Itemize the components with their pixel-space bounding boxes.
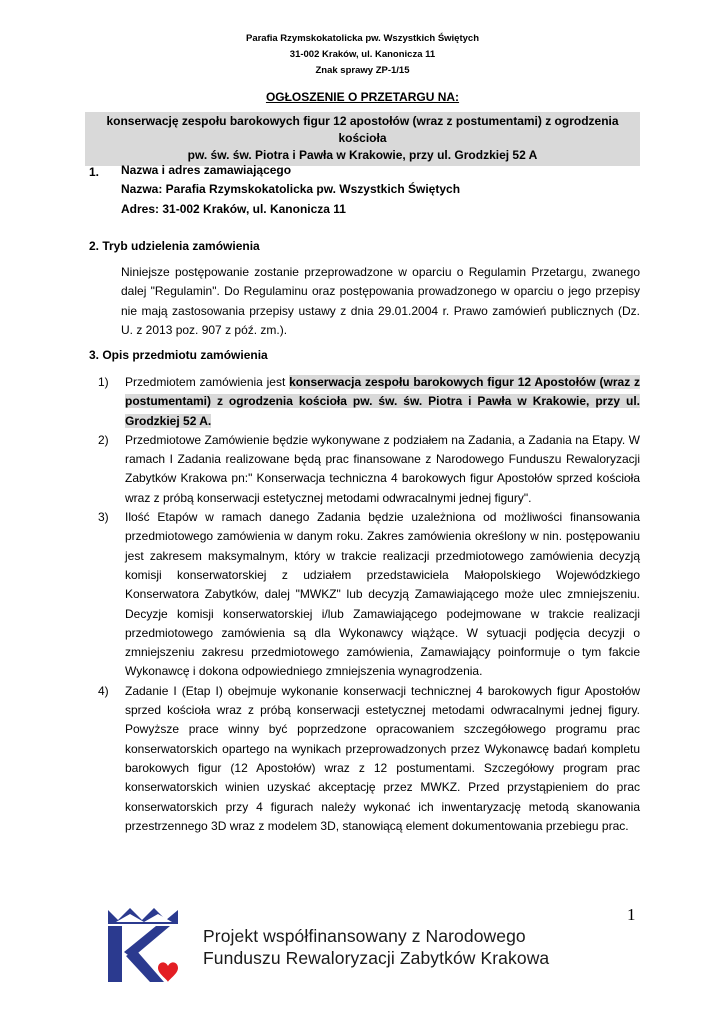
item-4-text: Zadanie I (Etap I) obejmuje wykonanie konserwacji technicznej 4 barokowych figur Apostołów sprzed kościoła wraz z próbą konserwacji estetycznej metodami odwracalnymi jednej figury. Powyższe prace winny być poprzedzone opracowaniem szczegółowego programu prac konserwatorskich opartego na wynikach przeprowadzonych przez Wykonawcę badań kompletu barokowych figur (12 Apostołów) wraz z 12 postumentami. Szczegółowy program prac konserwatorskich winien uzyskać akceptację przez MWKZ. Przed przystąpieniem do prac konserwatorskich przy 4 figurach należy wykonać ich inwentaryzację metodą skanowania przestrzennego 3D wraz z modelem 3D, stanowiącą element dokumentowania przebiegu prac.	[125, 683, 640, 833]
section-1-number: 1.	[89, 165, 100, 179]
header-parish-name: Parafia Rzymskokatolicka pw. Wszystkich Świętych	[245, 33, 480, 44]
footer-text	[203, 925, 549, 969]
footer-line-2: Funduszu Rewaloryzacji Zabytków Krakowa	[203, 948, 550, 968]
header-address: 31-002 Kraków, ul. Kanonicza 11	[289, 49, 436, 60]
section-1-name: Nazwa: Parafia Rzymskokatolicka pw. Wszystkich Świętych	[121, 182, 461, 197]
list-item	[98, 508, 640, 682]
tender-subject	[85, 112, 640, 166]
section-1-heading: Nazwa i adres zamawiającego	[121, 163, 292, 177]
section-1-address: Adres: 31-002 Kraków, ul. Kanonicza 11	[121, 201, 346, 216]
section-3-list	[98, 373, 640, 836]
item-3-number: 3)	[98, 510, 109, 525]
item-2-number: 2)	[98, 432, 109, 447]
footer-line-1: Projekt współfinansowany z Narodowego	[203, 926, 526, 946]
item-2-text: Przedmiotowe Zamówienie będzie wykonywane z podziałem na Zadania, a Zadania na Etapy. W ramach I Zadania realizowane będą prac finansowane z Narodowego Funduszu Rewaloryzacji Zabytków Krakowa pn:" Konserwacja techniczna 4 barokowych figur Apostołów sprzed kościoła wraz z próbą konserwacji estetycznej metodami odwracalnymi jednej figury".	[125, 432, 640, 505]
item-1-highlight: konserwacja zespołu barokowych figur 12 Apostołów (wraz z postumentami) z ogrodzenia kościoła pw. św. św. Piotra i Pawła w Krakowie, przy ul. Grodzkiej 52 A.	[125, 375, 640, 428]
list-item	[98, 682, 640, 836]
section-2-text: Niniejsze postępowanie zostanie przeprowadzone w oparciu o Regulamin Przetargu, zwanego dalej "Regulamin". Do Regulaminu oraz postępowania prowadzonego w oparciu o jego przepisy nie mają zastosowania przepisy ustawy z dnia 29.01.2004 r. Prawo zamówień publicznych (Dz. U. z 2013 poz. 907 z póź. zm.).	[121, 265, 640, 337]
section-3-heading: 3. Opis przedmiotu zamówienia	[89, 348, 268, 362]
section-2-heading: 2. Tryb udzielenia zamówienia	[89, 239, 260, 253]
section-1	[121, 161, 621, 219]
subject-line-2: pw. św. św. Piotra i Pawła w Krakowie, przy ul. Grodzkiej 52 A	[187, 148, 538, 162]
page-title: OGŁOSZENIE O PRZETARGU NA:	[265, 90, 460, 104]
item-3-text: Ilość Etapów w ramach danego Zadania będzie uzależniona od możliwości finansowania przedmiotowego zamówienia w danym roku. Zakres zamówienia określony w nin. postępowaniu jest zakresem maksymalnym, który w trakcie realizacji przedmiotowego zamówienia decyzją komisji konserwatorskiej z udziałem przedstawiciela Małopolskiego Wojewódzkiego Konserwatora Zabytków, dalej "MWKZ" lub decyzją Zamawiającego może ulec zmniejszeniu. Decyzje komisji konserwatorskiej i/lub Zamawiającego podejmowane w trakcie realizacji przedmiotowego zamówienia są dla Wykonawcy wiążące. W sytuacji podjęcia decyzji o zmniejszeniu zakresu przedmiotowego zamówienia, Zamawiający poinformuje o tym fakcie Wykonawcę i dokona odpowiedniego zmniejszenia wynagrodzenia.	[125, 510, 640, 679]
item-1-number: 1)	[98, 375, 109, 389]
document-header	[0, 31, 725, 79]
list-item	[98, 431, 640, 508]
header-case-number: Znak sprawy ZP-1/15	[315, 65, 410, 76]
subject-line-1: konserwację zespołu barokowych figur 12 apostołów (wraz z postumentami) z ogrodzenia kościoła	[106, 114, 619, 145]
item-1-prefix: Przedmiotem zamówienia jest	[125, 375, 290, 389]
list-item	[98, 373, 640, 431]
nfrzk-logo-icon	[106, 906, 182, 986]
item-4-number: 4)	[98, 683, 109, 698]
page-number: 1	[627, 905, 636, 924]
